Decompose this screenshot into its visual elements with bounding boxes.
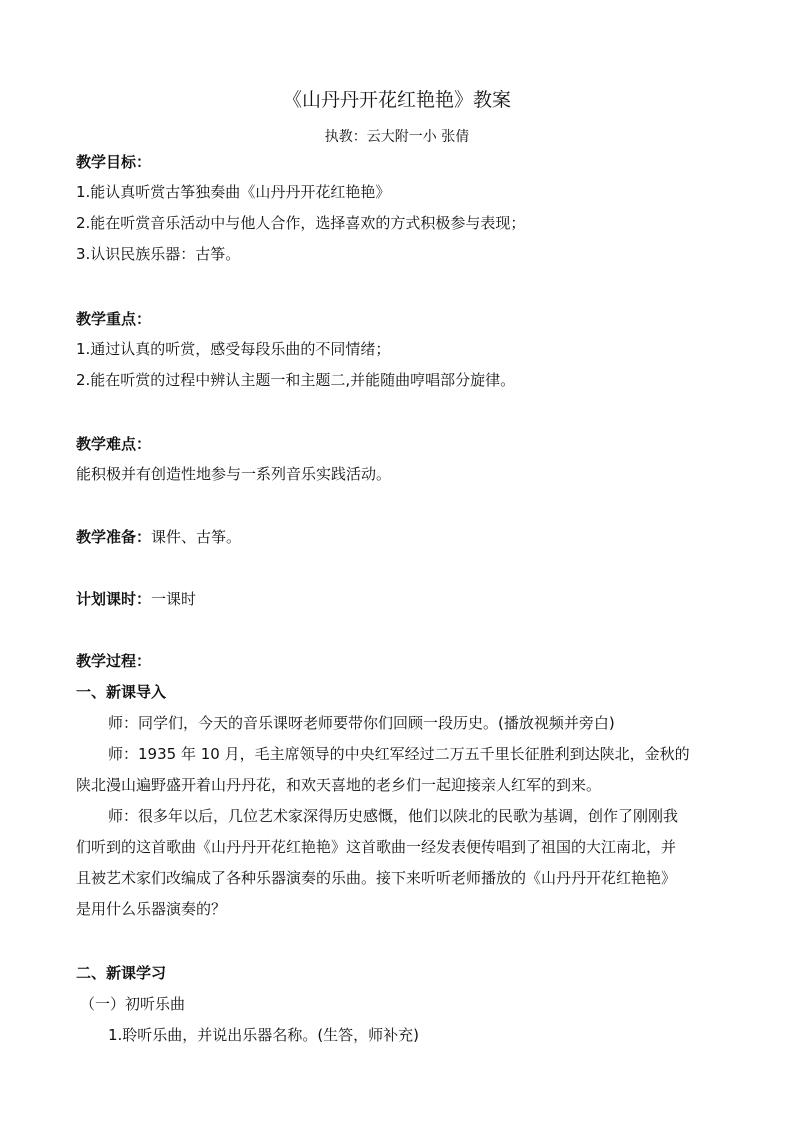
key-item: 2.能在听赏的过程中辨认主题一和主题二,并能随曲哼唱部分旋律。 xyxy=(76,371,516,389)
difficulty-heading: 教学难点： xyxy=(76,435,152,453)
hours-value: 一课时 xyxy=(151,590,197,608)
key-item: 1.通过认真的听赏，感受每段乐曲的不同情绪； xyxy=(76,340,391,358)
preparation-line xyxy=(76,527,241,547)
section-heading-1: 一、新课导入 xyxy=(76,683,167,701)
hours-label: 计划课时： xyxy=(76,590,152,608)
paragraph-line: 且被艺术家们改编成了各种乐器演奏的乐曲。接下来听听老师播放的《山丹丹开花红艳艳》 xyxy=(76,869,677,887)
paragraph-line: 师：1935 年 10 月，毛主席领导的中央红军经过二万五千里长征胜利到达陕北，金秋的 xyxy=(108,745,690,763)
process-heading: 教学过程： xyxy=(76,652,152,670)
difficulty-text: 能积极并有创造性地参与一系列音乐实践活动。 xyxy=(76,465,392,483)
paragraph-line: 陕北漫山遍野盛开着山丹丹花，和欢天喜地的老乡们一起迎接亲人红军的到来。 xyxy=(76,776,602,794)
key-heading: 教学重点： xyxy=(76,310,152,328)
doc-author: 执教：云大附一小 张倩 xyxy=(324,129,470,145)
goal-item: 2.能在听赏音乐活动中与他人合作，选择喜欢的方式积极参与表现； xyxy=(76,214,526,232)
paragraph-line: 是用什么乐器演奏的？ xyxy=(76,900,227,918)
goal-item: 3.认识民族乐器：古筝。 xyxy=(76,245,241,263)
preparation-value: 课件、古筝。 xyxy=(151,528,242,546)
list-item: 1.聆听乐曲，并说出乐器名称。(生答，师补充) xyxy=(108,1026,420,1044)
paragraph-line: 师：同学们，今天的音乐课呀老师要带你们回顾一段历史。(播放视频并旁白) xyxy=(108,714,615,732)
section-heading-2: 二、新课学习 xyxy=(76,964,167,982)
paragraph-line: 师：很多年以后，几位艺术家深得历史感慨，他们以陕北的民歌为基调，创作了刚刚我 xyxy=(108,807,679,825)
subsection-heading: （一）初听乐曲 xyxy=(80,995,186,1013)
hours-line xyxy=(76,589,196,609)
doc-title: 《山丹丹开花红艳艳》教案 xyxy=(282,89,511,111)
paragraph-line: 们听到的这首歌曲《山丹丹开花红艳艳》这首歌曲一经发表便传唱到了祖国的大江南北，并 xyxy=(76,838,677,856)
goal-item: 1.能认真听赏古筝独奏曲《山丹丹开花红艳艳》 xyxy=(76,183,391,201)
preparation-label: 教学准备： xyxy=(76,528,152,546)
goals-heading: 教学目标： xyxy=(76,153,152,171)
